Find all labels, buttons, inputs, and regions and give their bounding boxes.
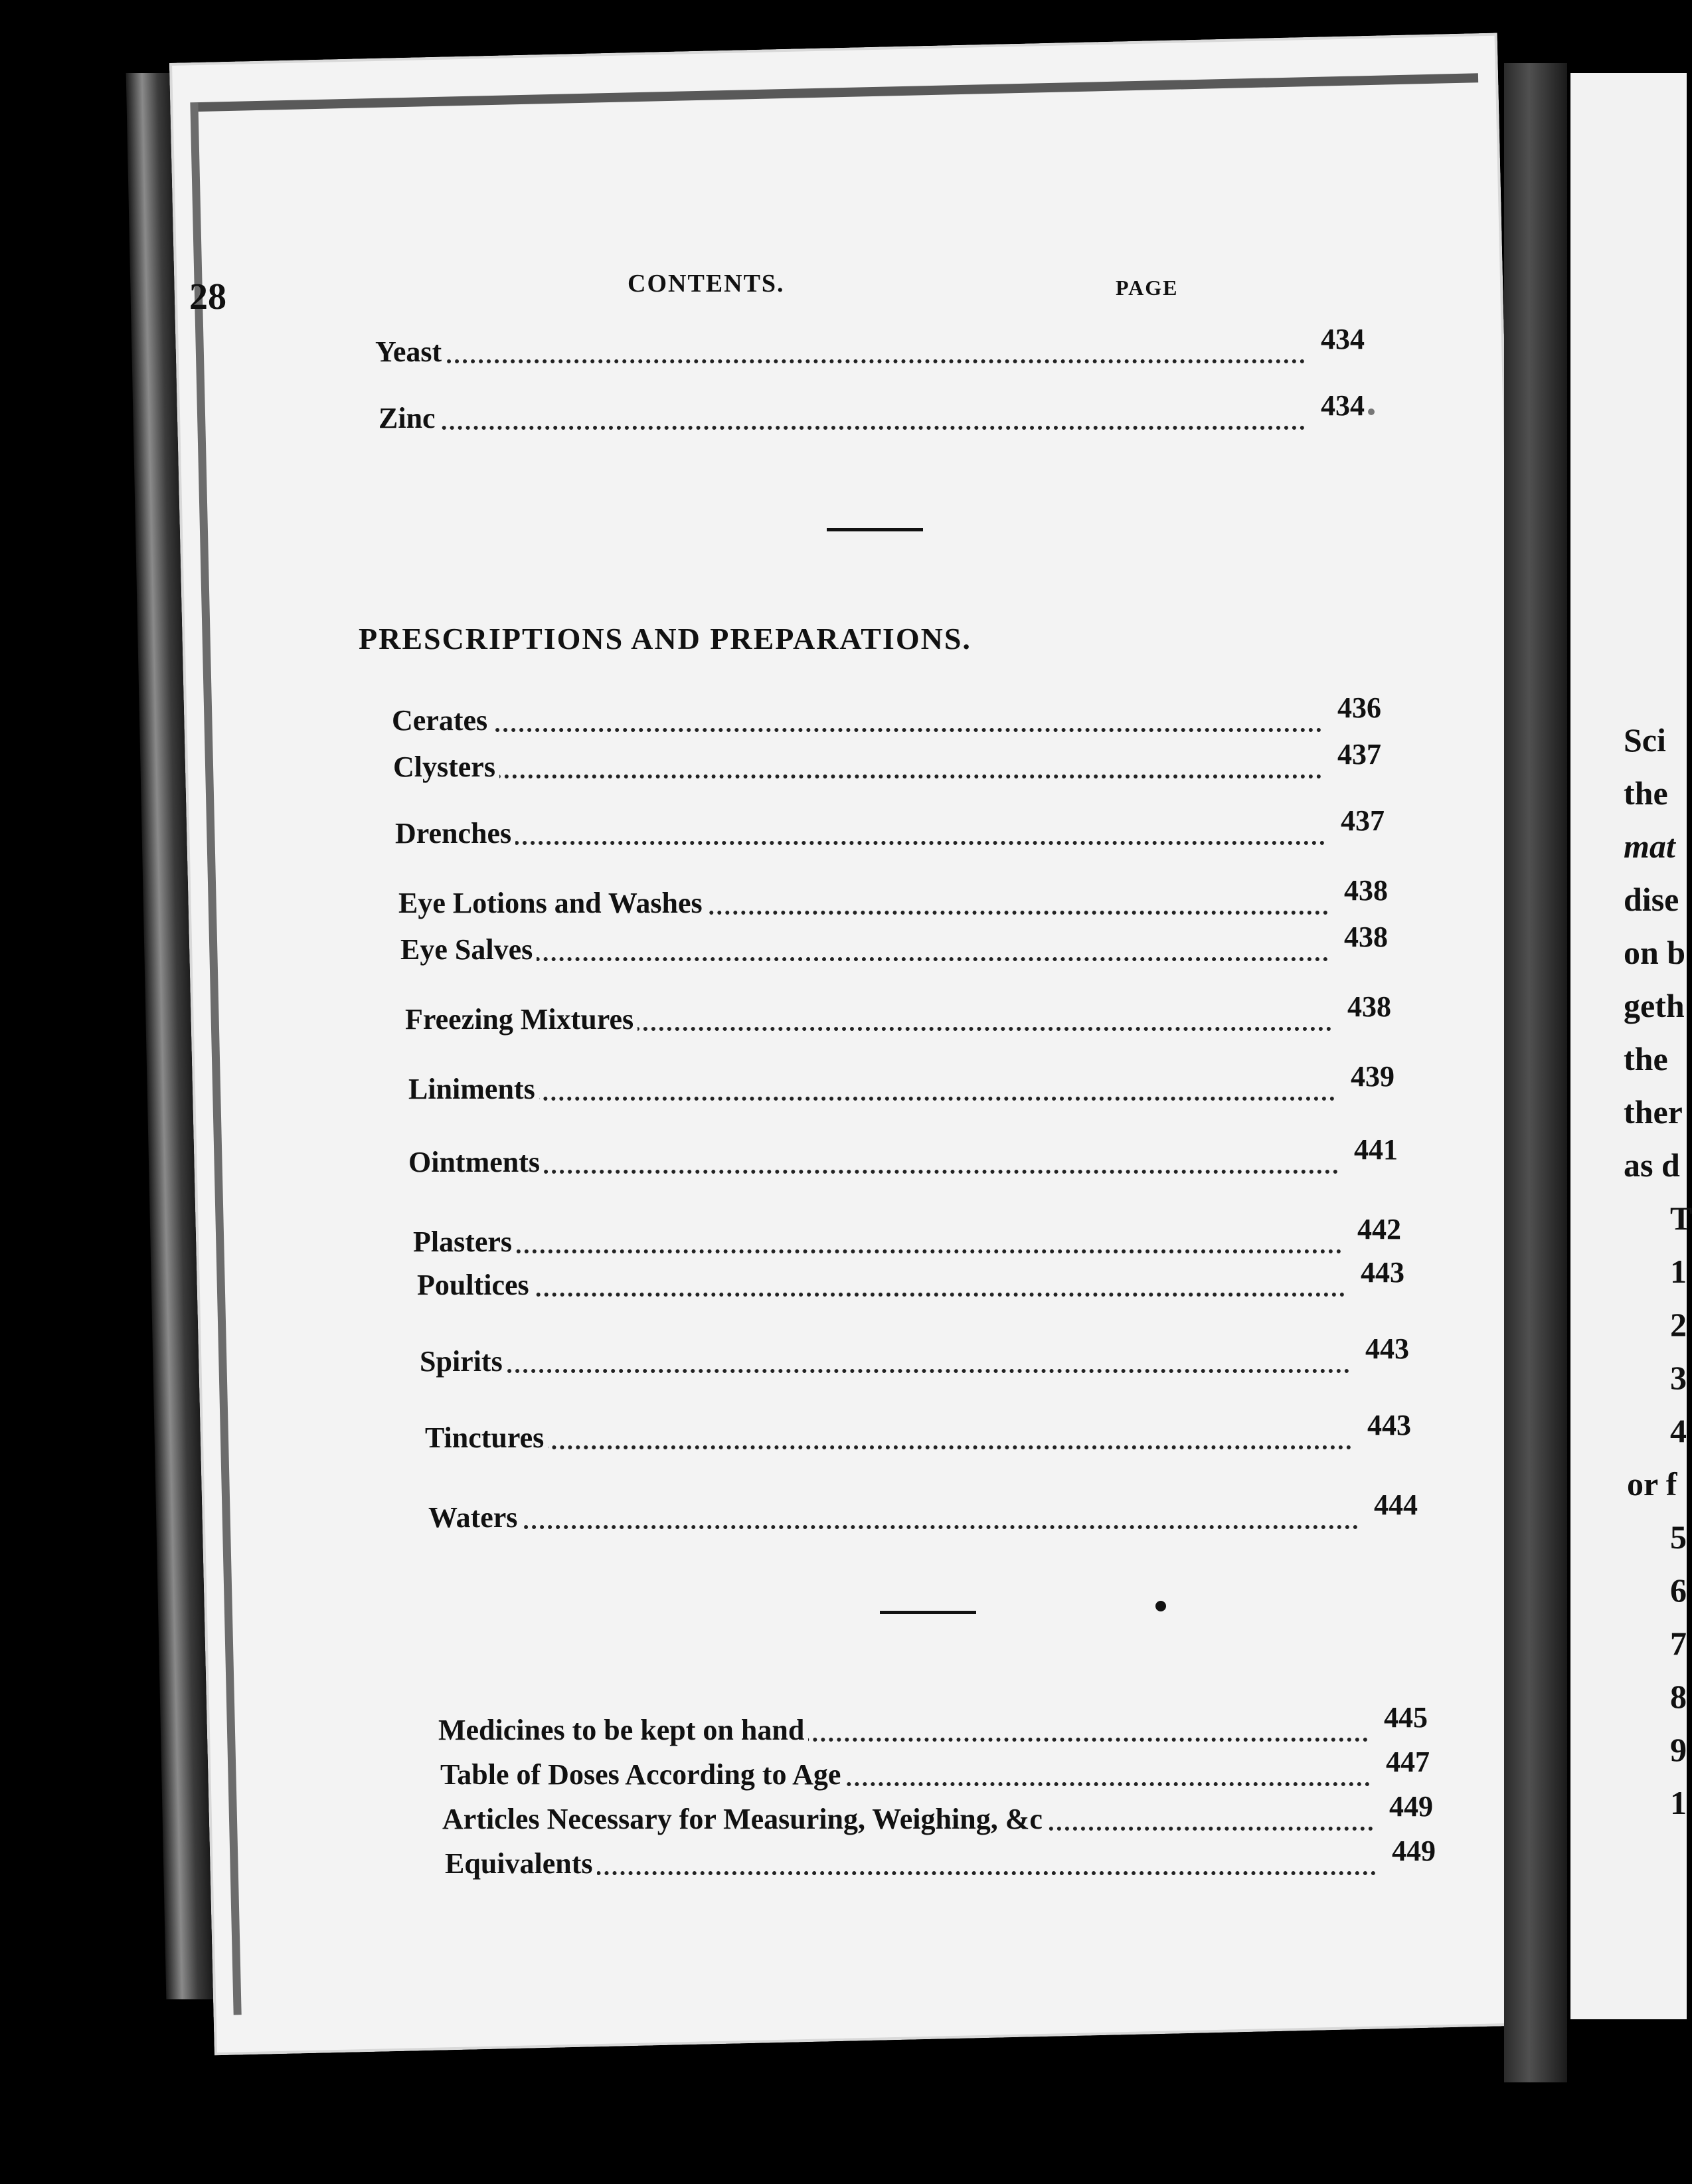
dot-leader bbox=[375, 359, 1305, 363]
toc-entry bbox=[375, 322, 1365, 369]
toc-entry-label: Drenches bbox=[395, 816, 515, 850]
facing-line: 3 bbox=[1670, 1359, 1687, 1396]
dot-leader bbox=[393, 774, 1321, 778]
toc-entry-page: 444 bbox=[1361, 1488, 1418, 1522]
facing-line: on b bbox=[1624, 934, 1686, 971]
dot-leader bbox=[425, 1445, 1351, 1449]
toc-entry-label: Eye Salves bbox=[400, 933, 537, 966]
running-head-title: CONTENTS. bbox=[628, 270, 785, 298]
toc-entry-label: Ointments bbox=[408, 1145, 544, 1179]
toc-entry bbox=[428, 1488, 1418, 1534]
facing-line: 7 bbox=[1670, 1625, 1687, 1662]
toc-entry bbox=[413, 1212, 1401, 1259]
toc-entry bbox=[395, 804, 1385, 850]
toc-entry-label: Cerates bbox=[392, 703, 491, 737]
page-top-border bbox=[197, 73, 1478, 112]
facing-line: mat bbox=[1624, 828, 1675, 865]
toc-entry-page: 443 bbox=[1354, 1408, 1411, 1442]
toc-entry-label: Yeast bbox=[375, 335, 446, 369]
toc-entry-page: 443 bbox=[1347, 1255, 1404, 1289]
toc-entry-page: 438 bbox=[1334, 990, 1391, 1024]
toc-entry-page: 447 bbox=[1373, 1745, 1430, 1779]
dot-leader bbox=[408, 1170, 1338, 1174]
facing-line: 8 bbox=[1670, 1678, 1687, 1715]
toc-entry-page: 443 bbox=[1352, 1332, 1409, 1366]
toc-entry-label: Equivalents bbox=[445, 1847, 597, 1880]
toc-entry-page: 441 bbox=[1341, 1133, 1398, 1166]
dot-leader bbox=[395, 841, 1325, 845]
section-divider-rule bbox=[827, 528, 923, 531]
toc-entry-page: 438 bbox=[1331, 920, 1388, 954]
toc-entry bbox=[400, 920, 1388, 966]
toc-entry-page: 449 bbox=[1376, 1789, 1433, 1823]
facing-line: the bbox=[1624, 1040, 1668, 1077]
toc-entry-page: 442 bbox=[1344, 1212, 1401, 1246]
toc-entry bbox=[442, 1789, 1433, 1836]
toc-entry-page: 436 bbox=[1324, 691, 1381, 725]
facing-line: 6 bbox=[1670, 1572, 1687, 1609]
toc-entry bbox=[393, 737, 1381, 784]
toc-entry-page: 437 bbox=[1327, 804, 1385, 838]
book-gutter bbox=[1504, 63, 1567, 2082]
toc-entry-page: 434 bbox=[1308, 322, 1365, 356]
toc-entry bbox=[408, 1133, 1398, 1179]
facing-line: 9 bbox=[1670, 1731, 1687, 1768]
dot-leader bbox=[379, 426, 1305, 430]
facing-line: Sci bbox=[1624, 721, 1666, 759]
toc-entry-label: Waters bbox=[428, 1501, 521, 1534]
toc-entry bbox=[440, 1745, 1430, 1791]
toc-entry-page: 449 bbox=[1379, 1834, 1436, 1868]
toc-entry bbox=[425, 1408, 1411, 1455]
toc-entry bbox=[405, 990, 1391, 1036]
toc-entry-label: Articles Necessary for Measuring, Weighing, &c bbox=[442, 1802, 1047, 1836]
dot-leader bbox=[413, 1249, 1341, 1253]
toc-entry bbox=[417, 1255, 1404, 1302]
toc-entry-label: Liniments bbox=[408, 1072, 539, 1106]
toc-entry bbox=[398, 873, 1388, 920]
dot-leader bbox=[420, 1369, 1349, 1373]
facing-line: 1 bbox=[1670, 1784, 1687, 1821]
facing-line: 2 bbox=[1670, 1306, 1687, 1343]
facing-line: 1 bbox=[1670, 1253, 1687, 1290]
dot-leader bbox=[392, 728, 1321, 732]
page-column-label: PAGE bbox=[1116, 276, 1179, 300]
dot-leader bbox=[417, 1293, 1345, 1297]
toc-entry-page: 445 bbox=[1371, 1700, 1428, 1734]
dot-leader bbox=[408, 1097, 1335, 1101]
facing-line: as d bbox=[1624, 1146, 1680, 1184]
facing-line: T bbox=[1670, 1200, 1692, 1237]
facing-line: 5 bbox=[1670, 1518, 1687, 1556]
facing-line: or f bbox=[1627, 1465, 1677, 1502]
toc-entry-page: 434 bbox=[1308, 389, 1365, 422]
toc-entry-label: Medicines to be kept on hand bbox=[438, 1713, 808, 1747]
toc-entry bbox=[408, 1059, 1395, 1106]
toc-entry bbox=[420, 1332, 1409, 1378]
toc-entry-label: Tinctures bbox=[425, 1421, 548, 1455]
toc-entry-page: 438 bbox=[1331, 873, 1388, 907]
toc-entry bbox=[379, 389, 1365, 435]
facing-page bbox=[1570, 73, 1692, 2019]
toc-entry-page: 437 bbox=[1324, 737, 1381, 771]
section-divider-rule bbox=[880, 1611, 976, 1614]
toc-entry bbox=[445, 1834, 1436, 1880]
toc-entry-label: Poultices bbox=[417, 1268, 533, 1302]
facing-line: the bbox=[1624, 774, 1668, 812]
section-title: PRESCRIPTIONS AND PREPARATIONS. bbox=[359, 622, 972, 656]
toc-entry-label: Table of Doses According to Age bbox=[440, 1758, 845, 1791]
dot-leader bbox=[428, 1525, 1358, 1529]
toc-entry bbox=[438, 1700, 1428, 1747]
toc-entry bbox=[392, 691, 1381, 737]
toc-entry-label: Clysters bbox=[393, 750, 499, 784]
toc-entry-label: Zinc bbox=[379, 401, 440, 435]
toc-entry-page: 439 bbox=[1337, 1059, 1395, 1093]
facing-line: dise bbox=[1624, 881, 1679, 918]
toc-entry-label: Plasters bbox=[413, 1225, 516, 1259]
facing-line: geth bbox=[1624, 987, 1685, 1024]
page-number: 28 bbox=[189, 276, 226, 318]
ink-speck bbox=[1368, 409, 1375, 415]
facing-line: 4 bbox=[1670, 1412, 1687, 1449]
toc-entry-label: Eye Lotions and Washes bbox=[398, 886, 707, 920]
facing-line: ther bbox=[1624, 1093, 1683, 1131]
toc-entry-label: Spirits bbox=[420, 1344, 507, 1378]
toc-entry-label: Freezing Mixtures bbox=[405, 1002, 637, 1036]
ink-speck bbox=[1155, 1601, 1166, 1611]
dot-leader bbox=[400, 957, 1328, 961]
